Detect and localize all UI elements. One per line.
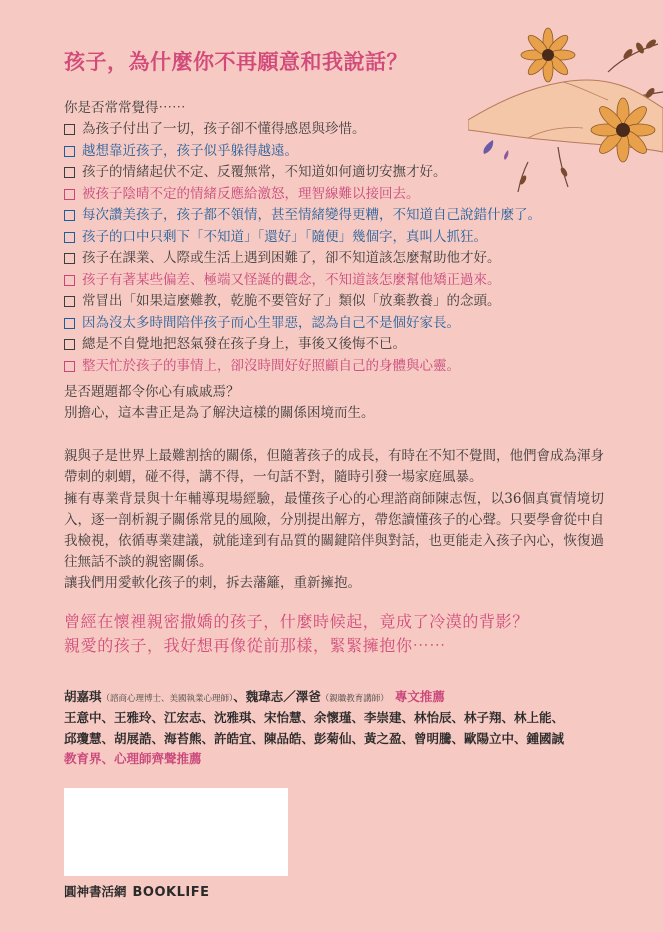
- pull-quote-line-1: 曾經在懷裡親密撒嬌的孩子，什麼時候起，竟成了冷漠的背影？: [64, 612, 529, 631]
- intro-line: 你是否常常覺得⋯⋯: [64, 100, 186, 116]
- recommend-label: 專文推薦: [394, 689, 445, 704]
- publisher-name: 圓神書活網: [64, 884, 127, 899]
- symptom-checklist: [64, 119, 541, 377]
- reassurance-line-1: 是否題題都令你心有戚戚焉？: [64, 384, 240, 400]
- endorser-list-line-2: 邱瓊慧、胡展誥、海苔熊、許皓宜、陳品皓、彭菊仙、黃之盈、曾明騰、歐陽立中、鍾國誠: [64, 731, 565, 746]
- checklist-item: 被孩子陰晴不定的情緒反應給激怒，理智線難以接回去。: [64, 184, 534, 206]
- description-paragraph-2: 擁有專業背景與十年輔導現場經驗，最懂孩子心的心理諮商師陳志恆，以36個真實情境切入，逐一剖析親子關係常見的風險，分別提出解方，帶您讀懂孩子的心聲。只要學會從中自我檢視，依循專業建議，就能達到有品質的關鍵陪伴與對話，也更能走入孩子內心，恢復過往無話不談的親密關係。: [64, 491, 604, 570]
- checkbox-icon: [64, 189, 75, 200]
- checklist-item: 為孩子付出了一切，孩子卻不懂得感恩與珍惜。: [64, 119, 534, 141]
- barcode-area: [64, 788, 288, 876]
- recommender-title-1: （諮商心理博士、美國執業心理師）: [101, 694, 234, 704]
- checkbox-icon: [64, 275, 75, 286]
- reassurance-line-2: 別擔心，這本書正是為了解決這樣的關係困境而生。: [64, 405, 375, 421]
- checklist-item: 孩子的情緒起伏不定、反覆無常，不知道如何適切安撫才好。: [64, 162, 534, 184]
- checkbox-icon: [64, 124, 75, 135]
- book-title: 孩子，為什麼你不再願意和我說話？: [64, 49, 408, 74]
- checkbox-icon: [64, 146, 75, 157]
- endorser-list-line-1: 王意中、王雅玲、江宏志、沈雅琪、宋怡慧、余懷瑾、李崇建、林怡辰、林子翔、林上能、: [64, 710, 565, 725]
- checkbox-icon: [64, 232, 75, 243]
- pull-quote: [64, 610, 624, 658]
- endorsement-tagline: 教育界、心理師齊聲推薦: [64, 751, 202, 766]
- publisher-brand: BOOKLIFE: [132, 885, 210, 900]
- checklist-item: 因為沒太多時間陪伴孩子而心生罪惡，認為自己不是個好家長。: [64, 313, 534, 335]
- description-paragraph-1: 親與子是世界上最難割捨的關係，但隨著孩子的成長，有時在不知不覺間，他們會成為渾身帶刺的刺蝟，碰不得，講不得，一句話不對，隨時引發一場家庭風暴。: [64, 448, 604, 485]
- checklist-item: 整天忙於孩子的事情上，卻沒時間好好照顧自己的身體與心靈。: [64, 356, 534, 378]
- checklist-item: 孩子有著某些偏差、極端又怪誕的觀念，不知道該怎麼幫他矯正過來。: [64, 270, 534, 292]
- pull-quote-line-2: 親愛的孩子，我好想再像從前那樣，緊緊擁抱你⋯⋯: [64, 636, 446, 655]
- checkbox-icon: [64, 296, 75, 307]
- checkbox-icon: [64, 167, 75, 178]
- checklist-item: 孩子在課業、人際或生活上遇到困難了，卻不知道該怎麼幫助他才好。: [64, 248, 534, 270]
- checklist-item: 孩子的口中只剩下「不知道」「還好」「隨便」幾個字，真叫人抓狂。: [64, 227, 534, 249]
- checkbox-icon: [64, 210, 75, 221]
- reassurance-paragraph: [64, 382, 604, 424]
- checklist-item: 總是不自覺地把怒氣發在孩子身上，事後又後悔不已。: [64, 334, 534, 356]
- recommender-title-2: （親職教育講師）: [320, 694, 389, 704]
- checklist-item: 每次讚美孩子，孩子都不領情，甚至情緒變得更糟，不知道自己說錯什麼了。: [64, 205, 534, 227]
- checklist-item: 常冒出「如果這麼難教，乾脆不要管好了」類似「放棄教養」的念頭。: [64, 291, 534, 313]
- checklist-item: 越想靠近孩子，孩子似乎躲得越遠。: [64, 141, 534, 163]
- checkbox-icon: [64, 253, 75, 264]
- publisher-logo: [64, 882, 209, 900]
- recommender-name-2: 、魏瑋志／澤爸: [233, 689, 321, 704]
- recommender-name-1: 胡嘉琪: [64, 689, 102, 704]
- checkbox-icon: [64, 318, 75, 329]
- endorser-list: [64, 707, 644, 749]
- description-paragraph-3: 讓我們用愛軟化孩子的刺，拆去藩籬，重新擁抱。: [64, 575, 361, 591]
- checkbox-icon: [64, 361, 75, 372]
- checkbox-icon: [64, 339, 75, 350]
